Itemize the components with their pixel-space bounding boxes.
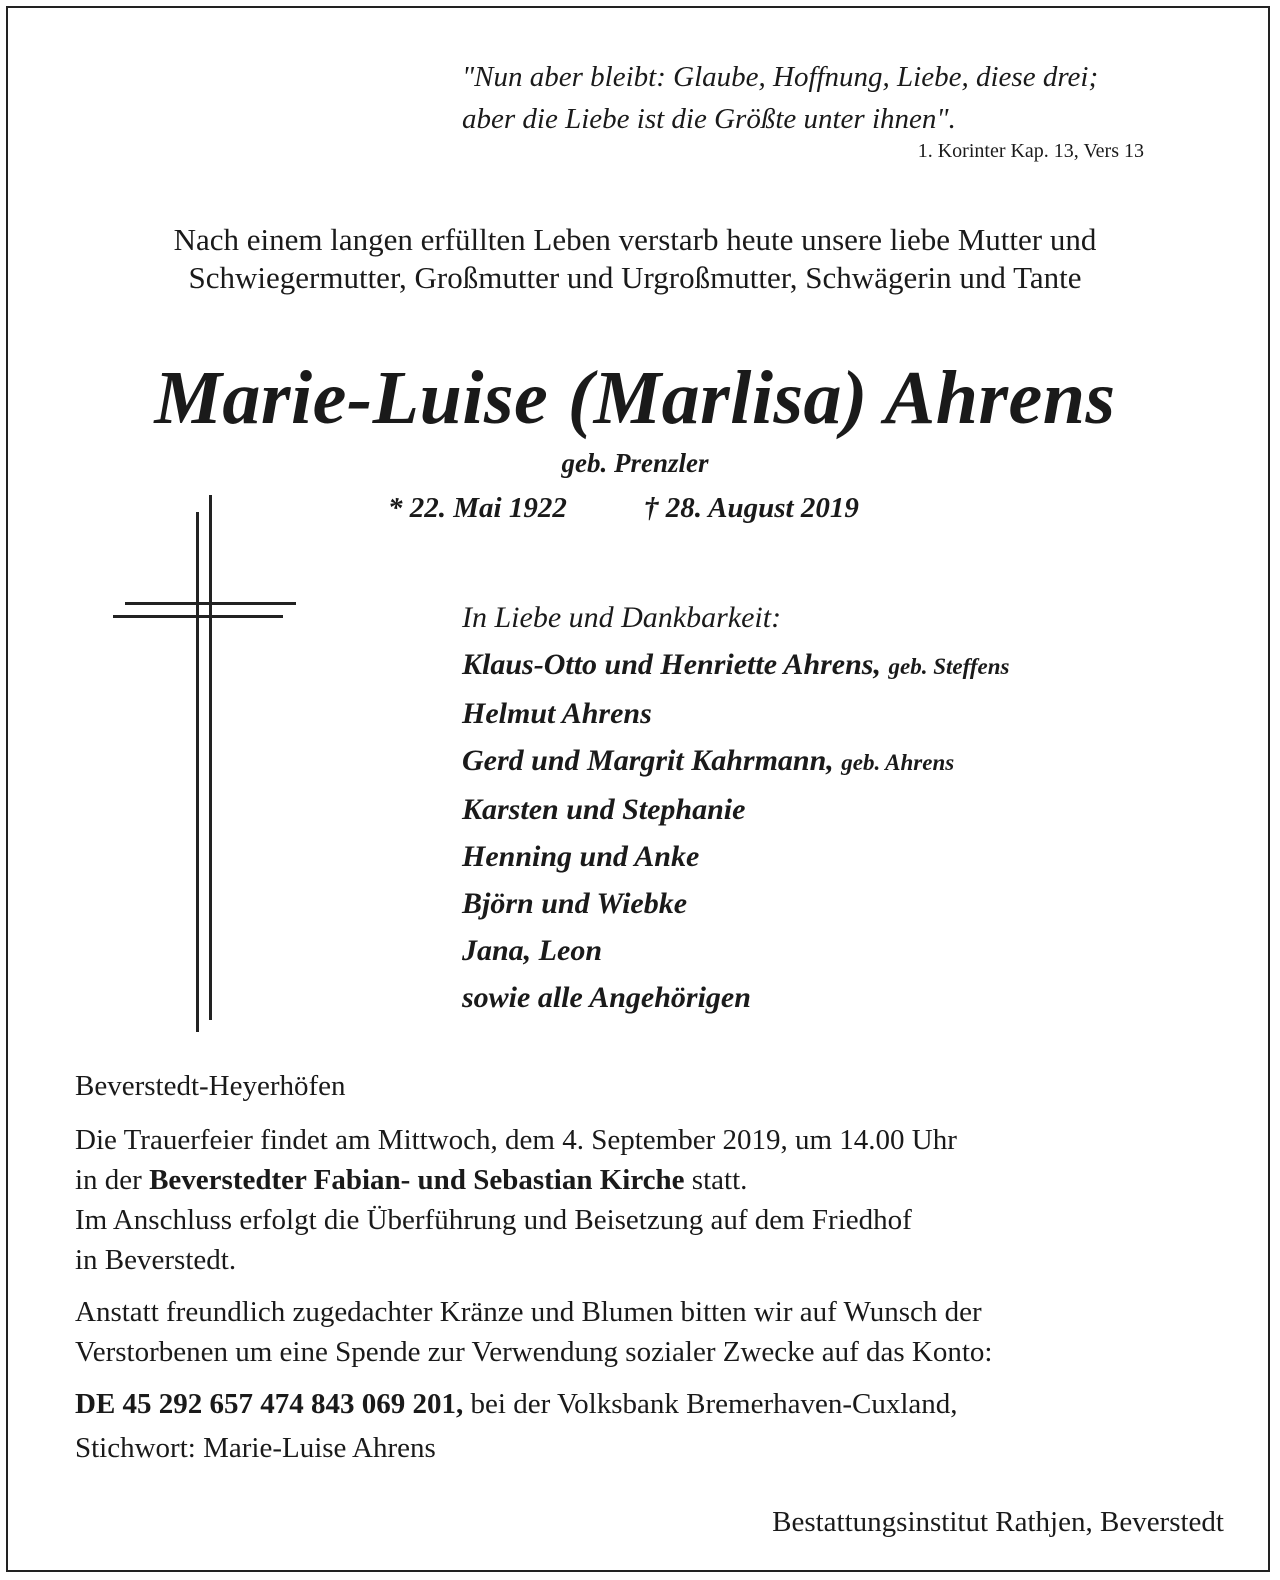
birth-date: * 22. Mai 1922 xyxy=(388,492,567,524)
mourner-entry: Björn und Wiebke xyxy=(462,887,688,920)
quote-reference: 1. Korinter Kap. 13, Vers 13 xyxy=(917,140,1144,162)
death-date: † 28. August 2019 xyxy=(644,492,859,524)
mourner-entry: Helmut Ahrens xyxy=(462,697,652,730)
deceased-name: Marie-Luise (Marlisa) Ahrens xyxy=(154,356,1116,440)
burial-line-1: Im Anschluss erfolgt die Überführung und Beisetzung auf dem Friedhof xyxy=(75,1204,912,1236)
intro-line-1: Nach einem langen erfüllten Leben verstarb heute unsere liebe Mutter und xyxy=(173,222,1097,257)
mourner-entry: Karsten und Stephanie xyxy=(462,793,746,826)
ceremony-line-2: in der Beverstedter Fabian- und Sebastian Kirche statt. xyxy=(75,1164,748,1196)
bank-account-line: DE 45 292 657 474 843 069 201, bei der Volksbank Bremerhaven-Cuxland, xyxy=(75,1388,958,1420)
mourners-lead: In Liebe und Dankbarkeit: xyxy=(462,601,782,634)
mourner-entry: sowie alle Angehörigen xyxy=(462,981,751,1014)
donation-keyword: Stichwort: Marie-Luise Ahrens xyxy=(75,1432,436,1464)
birth-name: geb. Prenzler xyxy=(561,448,709,478)
mourner-entry: Henning und Anke xyxy=(462,840,700,873)
burial-line-2: in Beverstedt. xyxy=(75,1244,237,1276)
mourners-list xyxy=(462,594,1009,1021)
donation-line-2: Verstorbenen um eine Spende zur Verwendung sozialer Zwecke auf das Konto: xyxy=(75,1336,993,1368)
place: Beverstedt-Heyerhöfen xyxy=(75,1070,346,1102)
iban: DE 45 292 657 474 843 069 201, xyxy=(75,1388,464,1420)
ceremony-line-1: Die Trauerfeier findet am Mittwoch, dem 4. September 2019, um 14.00 Uhr xyxy=(75,1124,957,1156)
mourner-entry: Gerd und Margrit Kahrmann, geb. Ahrens xyxy=(462,744,955,777)
undertaker: Bestattungsinstitut Rathjen, Beverstedt xyxy=(772,1506,1224,1538)
donation-line-1: Anstatt freundlich zugedachter Kränze und Blumen bitten wir auf Wunsch der xyxy=(75,1296,982,1328)
mourner-entry: Jana, Leon xyxy=(462,934,603,967)
church-name: Beverstedter Fabian- und Sebastian Kirche xyxy=(149,1164,685,1196)
quote-line-2: aber die Liebe ist die Größte unter ihnen". xyxy=(462,103,956,135)
mourner-entry: Klaus-Otto und Henriette Ahrens, geb. Steffens xyxy=(462,648,1010,681)
intro-line-2: Schwiegermutter, Großmutter und Urgroßmutter, Schwägerin und Tante xyxy=(188,260,1082,295)
quote-line-1: "Nun aber bleibt: Glaube, Hoffnung, Liebe, diese drei; xyxy=(462,61,1099,93)
